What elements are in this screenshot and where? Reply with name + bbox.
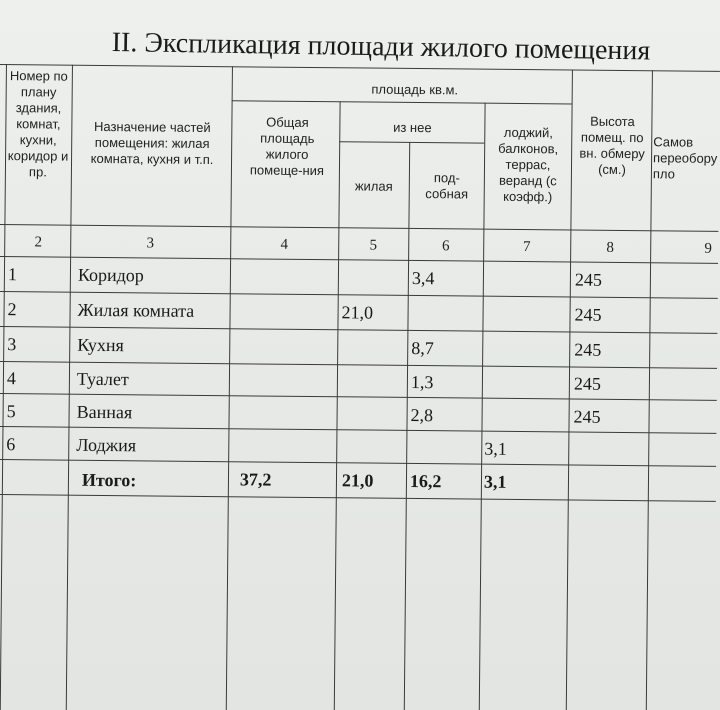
totals-living-area: 21,0 (341, 470, 374, 491)
loggia-area: 3,1 (484, 438, 507, 459)
row-number: 3 (7, 334, 17, 355)
room-name: Лоджия (76, 434, 137, 456)
row-line (0, 426, 716, 434)
room-height: 245 (574, 269, 603, 290)
row-line (0, 326, 717, 334)
totals-label: Итого: (81, 469, 137, 491)
table-border-top (0, 64, 720, 72)
header-height: Высота помещ. по вн. обмеру (см.) (579, 113, 645, 178)
row-line (0, 291, 718, 299)
column-number: 5 (369, 237, 378, 254)
room-name: Кухня (77, 334, 124, 356)
header-purpose: Назначение частей помещения: жилая комната, кухня и т.п. (90, 118, 214, 168)
room-height: 245 (573, 406, 601, 427)
header-of-it: из нее (393, 119, 432, 136)
auxiliary-area: 1,3 (410, 371, 434, 393)
header-area-group: площадь кв.м. (371, 81, 459, 98)
header-total-area: Общая площадь жилого помеще-ния (249, 114, 325, 179)
room-name: Туалет (76, 368, 129, 390)
colnum-bottom-line (0, 256, 718, 264)
column-number: 4 (280, 236, 289, 253)
room-height: 245 (574, 304, 602, 325)
auxiliary-area: 3,4 (411, 267, 435, 289)
auxiliary-area: 8,7 (411, 337, 434, 359)
area-header-divider (232, 100, 572, 104)
column-number: 6 (441, 238, 450, 255)
row-number: 2 (7, 299, 17, 320)
header-auxiliary: под-собная (425, 170, 469, 202)
col-line (334, 101, 341, 710)
column-number: 9 (704, 240, 713, 257)
row-number: 4 (6, 368, 17, 389)
room-height: 245 (574, 339, 602, 360)
document-title: II. Экспликация площади жилого помещения (111, 26, 651, 67)
totals-auxiliary-area: 16,2 (409, 470, 442, 492)
of-it-divider (339, 141, 484, 143)
row-number: 6 (6, 434, 16, 455)
auxiliary-area: 2,8 (410, 404, 434, 426)
row-line (0, 459, 716, 467)
totals-loggia-area: 3,1 (483, 471, 507, 492)
totals-total-area: 37,2 (239, 469, 272, 490)
row-line (0, 393, 717, 401)
column-number: 7 (522, 239, 531, 256)
header-room-number: Номер по плану здания, комнат, кухни, коридор и пр. (7, 68, 69, 180)
header-living: жилая (354, 178, 393, 194)
header-self-equipment: Самов переобору пло (652, 134, 718, 182)
header-bottom-line (0, 224, 718, 232)
row-number: 5 (6, 401, 16, 422)
room-name: Жилая комната (77, 299, 195, 321)
column-number: 2 (34, 234, 43, 251)
room-name: Коридор (77, 264, 144, 286)
column-number: 8 (606, 239, 615, 256)
row-line (0, 494, 716, 502)
header-loggia: лоджий, балконов, террас, веранд (с коэфф.) (498, 124, 559, 205)
row-number: 1 (7, 264, 18, 285)
living-area: 21,0 (341, 302, 374, 323)
room-height: 245 (573, 373, 602, 394)
room-name: Ванная (76, 401, 133, 423)
column-number: 3 (146, 235, 155, 252)
